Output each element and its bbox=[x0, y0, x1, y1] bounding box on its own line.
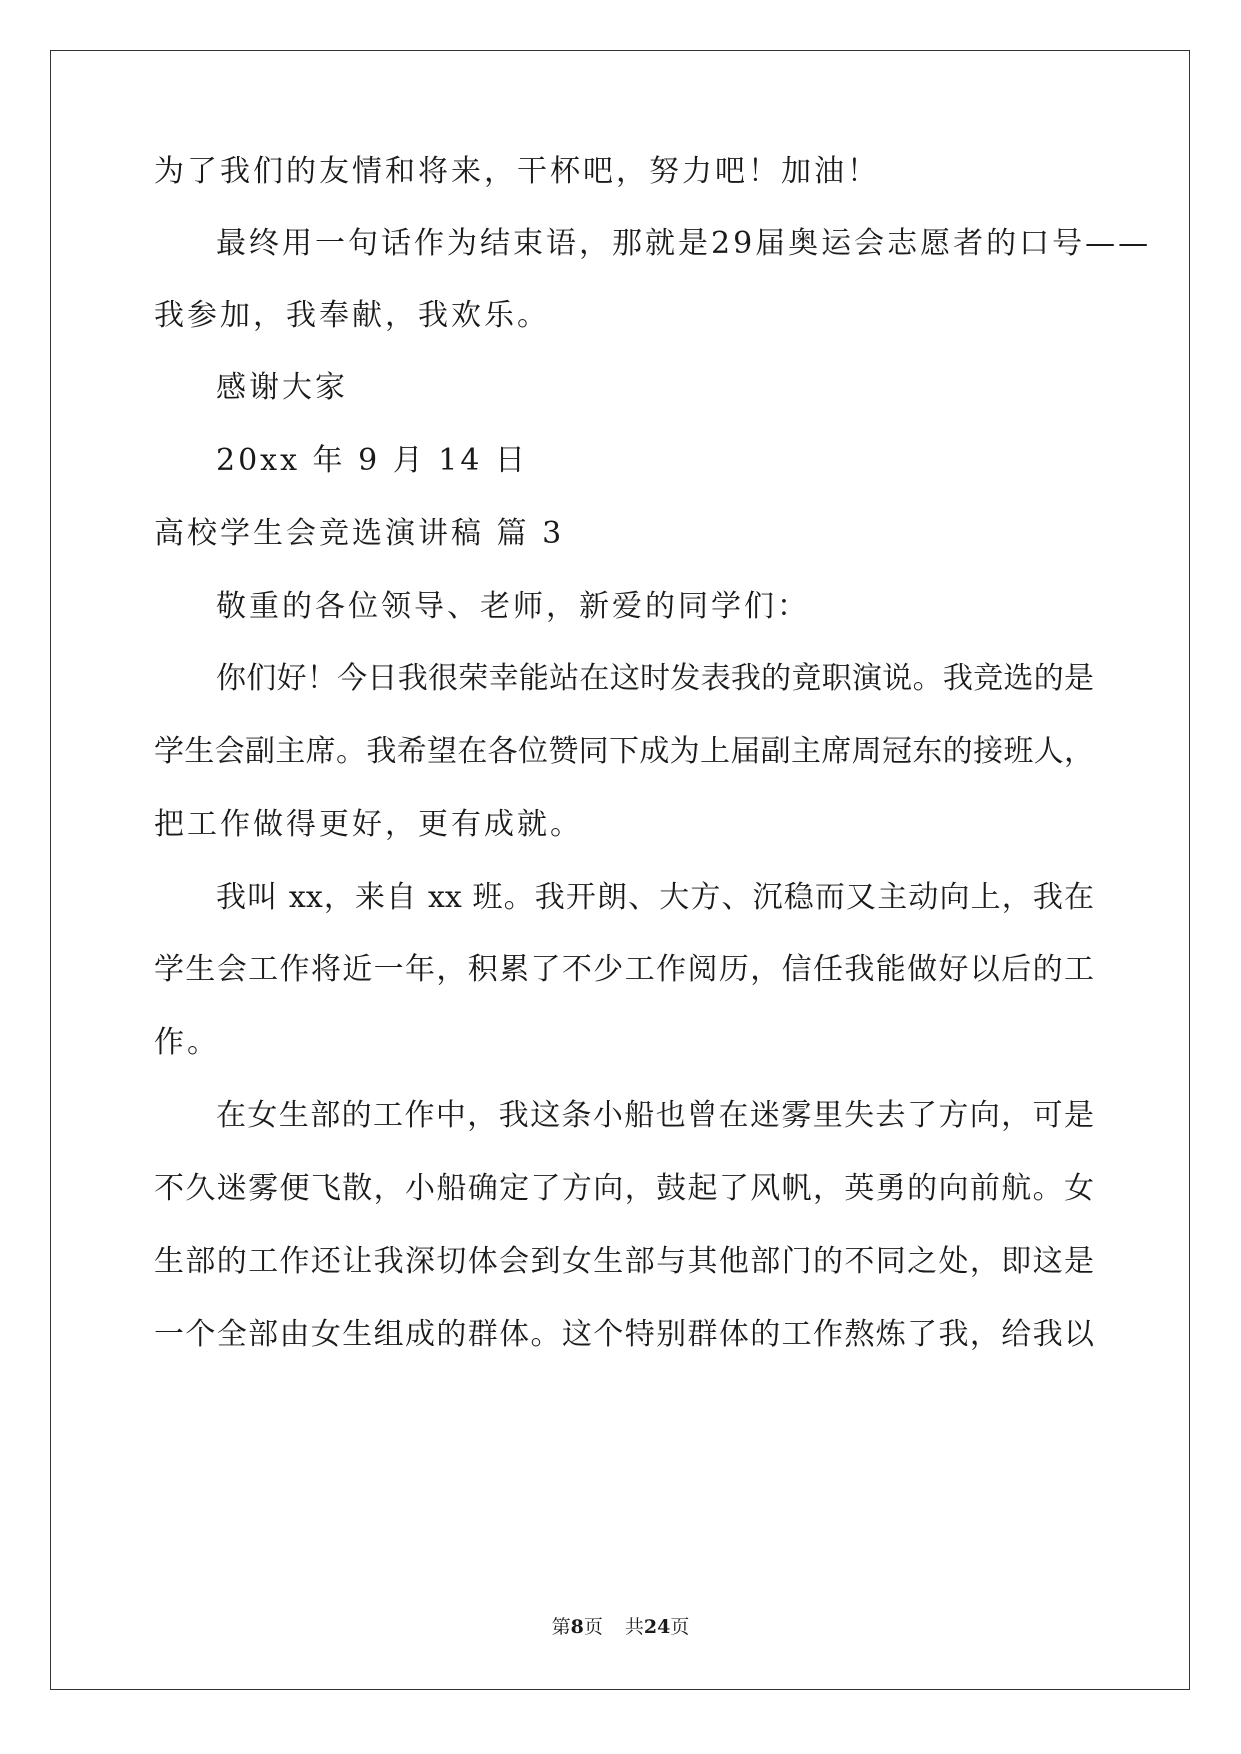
text-line: 把工作做得更好，更有成就。 bbox=[154, 807, 583, 842]
text-line: 我叫 xx，来自 xx 班。我开朗、大方、沉稳而又主动向上，我在 bbox=[216, 880, 1094, 915]
text-line: 在女生部的工作中，我这条小船也曾在迷雾里失去了方向，可是 bbox=[216, 1098, 1094, 1133]
text-line: 感谢大家 bbox=[216, 370, 348, 405]
text-line: 你们好！今日我很荣幸能站在这时发表我的竟职演说。我竞选的是 bbox=[216, 661, 1094, 696]
footer-page-word: 页 bbox=[583, 1616, 603, 1638]
text-line: 学生会副主席。我希望在各位赞同下成为上届副主席周冠东的接班人， bbox=[154, 734, 1094, 769]
current-page-number: 8 bbox=[570, 1616, 584, 1638]
text-line: 学生会工作将近一年，积累了不少工作阅历，信任我能做好以后的工 bbox=[154, 952, 1094, 987]
text-line: 我参加，我奉献，我欢乐。 bbox=[154, 298, 550, 333]
text-line: 作。 bbox=[154, 1025, 220, 1060]
page-footer bbox=[0, 1614, 1241, 1640]
text-line: 一个全部由女生组成的群体。这个特别群体的工作熬炼了我，给我以 bbox=[154, 1317, 1094, 1352]
text-line: 生部的工作还让我深切体会到女生部与其他部门的不同之处，即这是 bbox=[154, 1244, 1094, 1279]
section-heading: 高校学生会竞选演讲稿 篇 3 bbox=[154, 516, 565, 551]
text-line: 最终用一句话作为结束语，那就是29届奥运会志愿者的口号—— bbox=[216, 226, 1152, 261]
text-line: 为了我们的友情和将来，干杯吧，努力吧！加油！ bbox=[154, 154, 880, 189]
text-line: 20xx 年 9 月 14 日 bbox=[216, 443, 528, 478]
footer-total-prefix: 共 bbox=[624, 1616, 644, 1638]
salutation: 敬重的各位领导、老师，新爱的同学们： bbox=[216, 589, 810, 624]
footer-prefix: 第 bbox=[551, 1616, 571, 1638]
footer-total-word: 页 bbox=[670, 1616, 690, 1638]
total-pages-number: 24 bbox=[643, 1616, 671, 1638]
text-line: 不久迷雾便飞散，小船确定了方向，鼓起了风帆，英勇的向前航。女 bbox=[154, 1171, 1094, 1206]
